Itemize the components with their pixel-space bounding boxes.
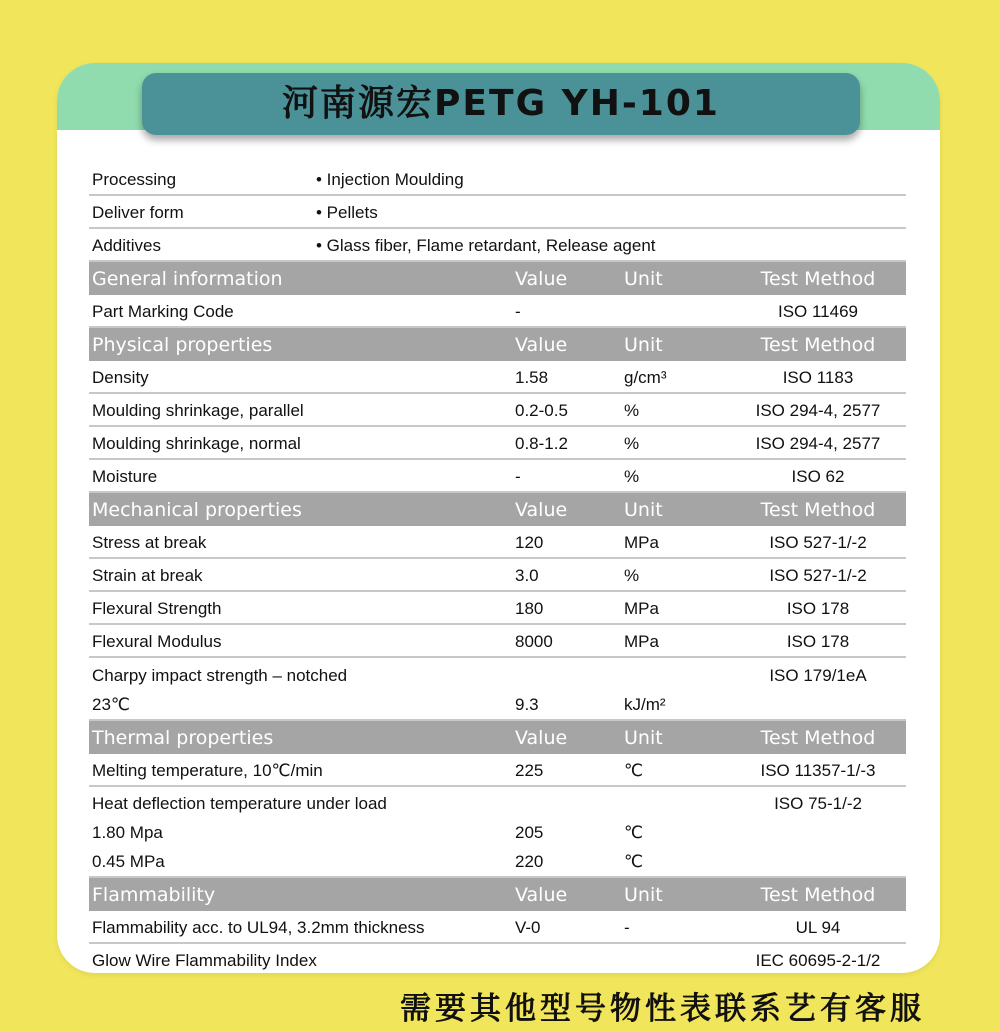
- section-title: Physical properties: [92, 334, 273, 356]
- header-unit: Unit: [624, 727, 663, 749]
- property-value: 0.2-0.5: [515, 401, 568, 420]
- section-title: General information: [92, 268, 283, 290]
- section-title: Thermal properties: [92, 727, 274, 749]
- properties-table: [89, 163, 906, 975]
- test-method: IEC 60695-2-1/2: [755, 951, 881, 970]
- test-method: ISO 294-4, 2577: [755, 401, 881, 420]
- property-value: V-0: [515, 918, 541, 937]
- test-method: ISO 1183: [782, 368, 854, 387]
- property-row: [89, 460, 906, 493]
- header-value: Value: [515, 268, 568, 290]
- property-name: Flexural Modulus: [92, 632, 222, 651]
- property-row: [89, 295, 906, 328]
- property-name: Melting temperature, 10℃/min: [92, 761, 323, 780]
- property-unit: MPa: [624, 632, 659, 651]
- property-unit: %: [624, 467, 640, 486]
- property-name: Charpy impact strength – notched: [92, 666, 348, 685]
- header-value: Value: [515, 884, 568, 906]
- property-unit: %: [624, 401, 640, 420]
- property-name: Flammability acc. to UL94, 3.2mm thickness: [92, 918, 425, 937]
- footer-note: 需要其他型号物性表联系艺有客服: [400, 991, 925, 1027]
- property-unit: %: [624, 566, 640, 585]
- section-header: [89, 493, 906, 526]
- property-unit: ℃: [624, 761, 644, 780]
- section-header: [89, 878, 906, 911]
- title-banner: [142, 73, 860, 135]
- test-method: ISO 11357-1/-3: [760, 761, 876, 780]
- section-header: [89, 721, 906, 754]
- section-title: Flammability: [92, 884, 216, 906]
- property-row: [89, 911, 906, 944]
- property-name: 1.80 Mpa: [92, 823, 163, 842]
- property-subrow: [89, 818, 906, 847]
- page-title: 河南源宏PETG YH-101: [282, 83, 720, 124]
- test-method: ISO 179/1eA: [769, 666, 867, 685]
- property-value: 220: [515, 852, 544, 871]
- header-unit: Unit: [624, 884, 663, 906]
- property-unit: -: [624, 918, 630, 937]
- meta-label: Additives: [92, 236, 161, 255]
- test-method: ISO 178: [786, 599, 850, 618]
- property-value: 3.0: [515, 566, 539, 585]
- property-unit: MPa: [624, 599, 659, 618]
- section-header: [89, 328, 906, 361]
- property-name: Density: [92, 368, 149, 387]
- test-method: ISO 62: [791, 467, 845, 486]
- property-name: Part Marking Code: [92, 302, 234, 321]
- property-row: [89, 658, 906, 721]
- property-name: Flexural Strength: [92, 599, 222, 618]
- property-name: Moisture: [92, 467, 158, 486]
- header-unit: Unit: [624, 268, 663, 290]
- property-name: Strain at break: [92, 566, 203, 585]
- property-unit: kJ/m²: [624, 695, 666, 714]
- property-row: [89, 427, 906, 460]
- property-name: Glow Wire Flammability Index: [92, 951, 317, 970]
- meta-row: [89, 196, 906, 229]
- header-test-method: Test Method: [760, 268, 876, 290]
- meta-value: • Pellets: [316, 203, 378, 222]
- header-value: Value: [515, 727, 568, 749]
- header-test-method: Test Method: [760, 727, 876, 749]
- property-row: [89, 361, 906, 394]
- property-row: [89, 592, 906, 625]
- test-method: UL 94: [795, 918, 841, 937]
- property-value: 205: [515, 823, 544, 842]
- property-row: [89, 754, 906, 787]
- header-value: Value: [515, 334, 568, 356]
- property-row: [89, 394, 906, 427]
- header-test-method: Test Method: [760, 499, 876, 521]
- property-row: [89, 625, 906, 658]
- section-title: Mechanical properties: [92, 499, 302, 521]
- header-value: Value: [515, 499, 568, 521]
- property-unit: %: [624, 434, 640, 453]
- property-value: 8000: [515, 632, 553, 651]
- meta-value: • Injection Moulding: [316, 170, 464, 189]
- test-method: ISO 527-1/-2: [769, 533, 867, 552]
- property-value: 180: [515, 599, 544, 618]
- property-unit: g/cm³: [624, 368, 667, 387]
- property-name: Moulding shrinkage, parallel: [92, 401, 304, 420]
- property-row: [89, 944, 906, 975]
- test-method: ISO 75-1/-2: [774, 794, 862, 813]
- test-method: ISO 11469: [777, 302, 859, 321]
- meta-row: [89, 163, 906, 196]
- test-method: ISO 178: [786, 632, 850, 651]
- property-subrow: [89, 847, 906, 878]
- property-unit: ℃: [624, 823, 644, 842]
- property-value: 225: [515, 761, 544, 780]
- property-value: 120: [515, 533, 544, 552]
- property-name: Stress at break: [92, 533, 207, 552]
- header-unit: Unit: [624, 499, 663, 521]
- header-test-method: Test Method: [760, 884, 876, 906]
- meta-row: [89, 229, 906, 262]
- meta-label: Processing: [92, 170, 177, 189]
- header-unit: Unit: [624, 334, 663, 356]
- test-method: ISO 527-1/-2: [769, 566, 867, 585]
- property-name: 0.45 MPa: [92, 852, 165, 871]
- property-name: Heat deflection temperature under load: [92, 794, 387, 813]
- property-unit: MPa: [624, 533, 659, 552]
- meta-value: • Glass fiber, Flame retardant, Release agent: [316, 236, 656, 255]
- property-name: Moulding shrinkage, normal: [92, 434, 301, 453]
- property-row: [89, 559, 906, 592]
- property-value: -: [515, 302, 521, 321]
- property-condition: 23℃: [92, 695, 131, 714]
- property-value: 9.3: [515, 695, 539, 714]
- property-value: 1.58: [515, 368, 549, 387]
- section-header: [89, 262, 906, 295]
- property-value: -: [515, 467, 521, 486]
- meta-label: Deliver form: [92, 203, 184, 222]
- property-unit: ℃: [624, 852, 644, 871]
- test-method: ISO 294-4, 2577: [755, 434, 881, 453]
- property-value: 0.8-1.2: [515, 434, 568, 453]
- property-row: [89, 787, 906, 818]
- header-test-method: Test Method: [760, 334, 876, 356]
- property-row: [89, 526, 906, 559]
